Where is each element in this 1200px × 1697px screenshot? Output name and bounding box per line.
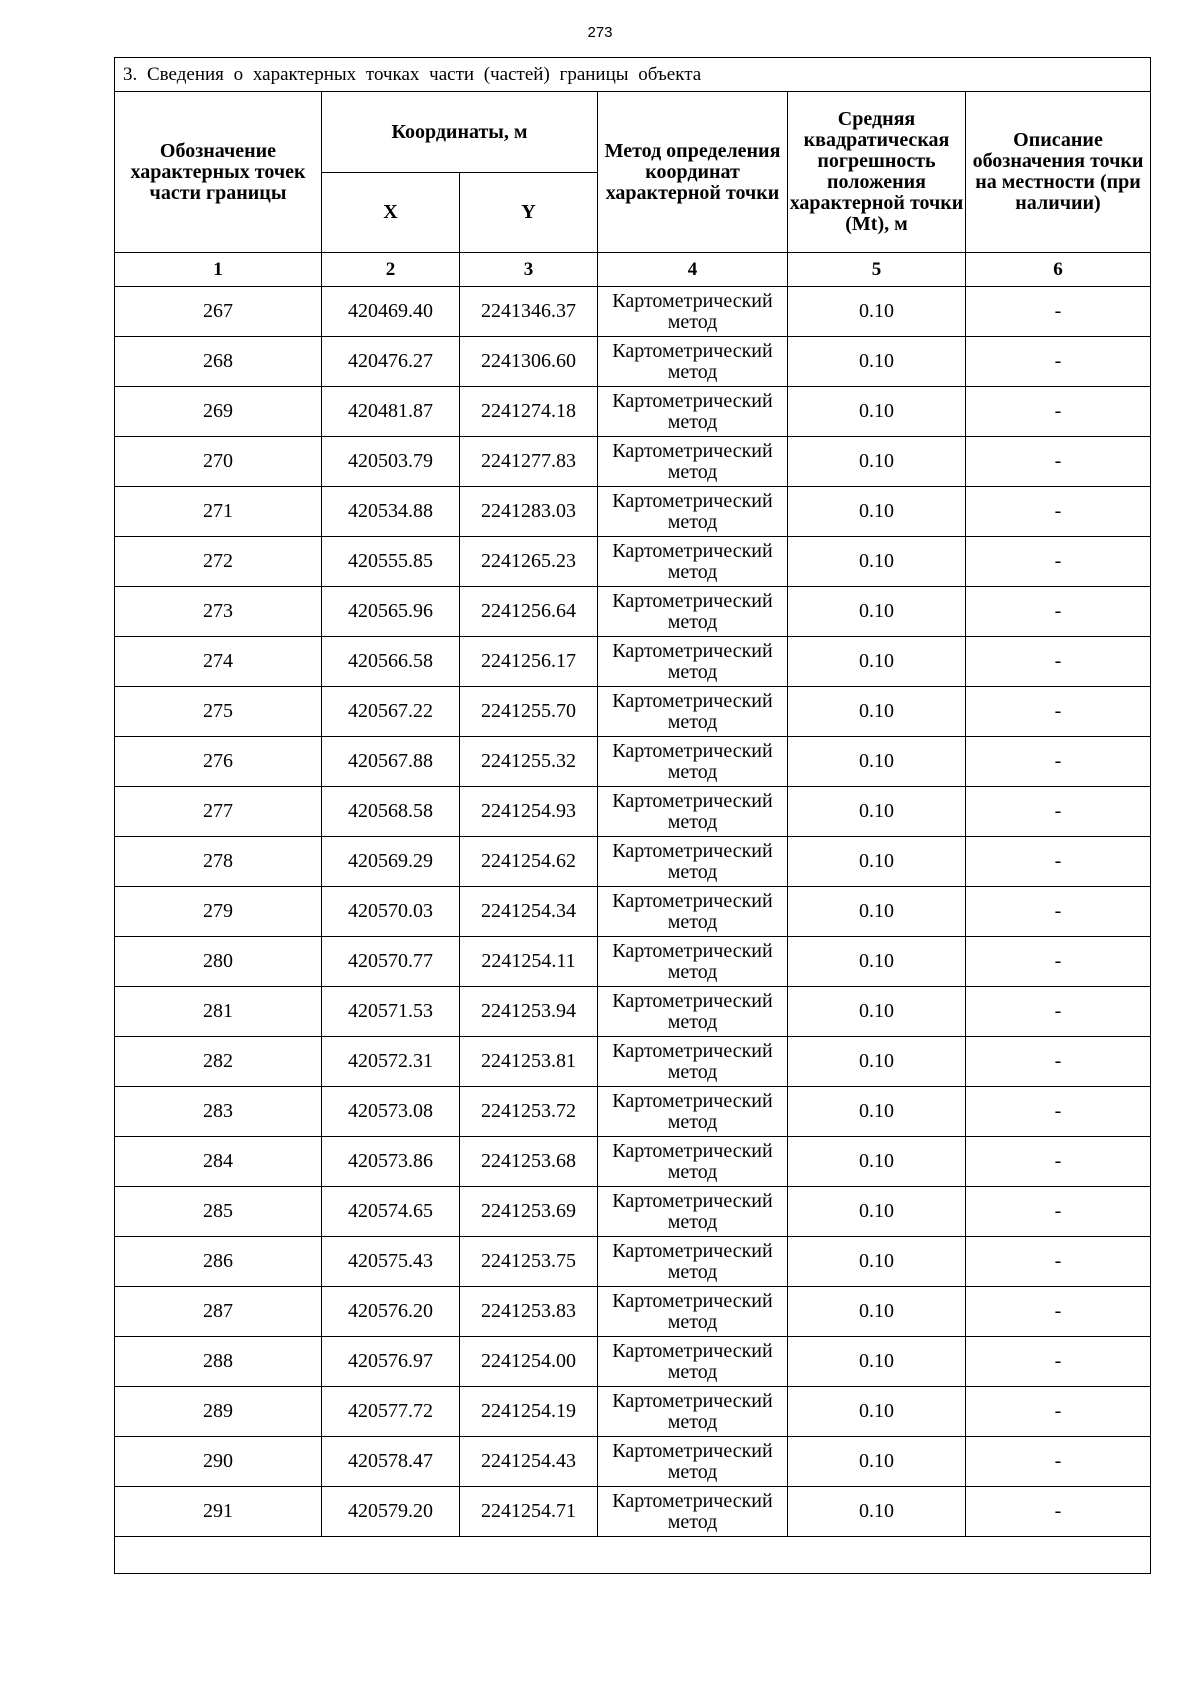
table-row — [115, 1087, 1151, 1137]
description-cell: - — [966, 587, 1151, 637]
description-cell: - — [966, 1087, 1151, 1137]
y-coordinate-cell: 2241256.64 — [460, 587, 598, 637]
description-cell: - — [966, 1237, 1151, 1287]
method-cell: Картометрический метод — [598, 1187, 788, 1237]
y-coordinate-cell: 2241254.19 — [460, 1387, 598, 1437]
method-cell: Картометрический метод — [598, 687, 788, 737]
column-number: 4 — [598, 253, 788, 287]
method-cell: Картометрический метод — [598, 937, 788, 987]
y-coordinate-cell: 2241277.83 — [460, 437, 598, 487]
y-coordinate-cell: 2241255.32 — [460, 737, 598, 787]
point-cell: 286 — [115, 1237, 322, 1287]
point-cell: 275 — [115, 687, 322, 737]
x-coordinate-cell: 420573.86 — [322, 1137, 460, 1187]
column-number: 1 — [115, 253, 322, 287]
header-description: Описание обозначения точки на местности (при наличии) — [966, 92, 1151, 253]
method-cell: Картометрический метод — [598, 837, 788, 887]
section-title: 3. Сведения о характерных точках части (частей) границы объекта — [115, 58, 1151, 92]
description-cell: - — [966, 1387, 1151, 1437]
method-cell: Картометрический метод — [598, 287, 788, 337]
point-cell: 278 — [115, 837, 322, 887]
method-cell: Картометрический метод — [598, 1037, 788, 1087]
header-method: Метод определения координат характерной точки — [598, 92, 788, 253]
y-coordinate-cell: 2241253.81 — [460, 1037, 598, 1087]
y-coordinate-cell: 2241253.94 — [460, 987, 598, 1037]
method-cell: Картометрический метод — [598, 437, 788, 487]
x-coordinate-cell: 420576.97 — [322, 1337, 460, 1387]
x-coordinate-cell: 420503.79 — [322, 437, 460, 487]
x-coordinate-cell: 420569.29 — [322, 837, 460, 887]
column-number: 2 — [322, 253, 460, 287]
x-coordinate-cell: 420570.03 — [322, 887, 460, 937]
table-row — [115, 1287, 1151, 1337]
table-row — [115, 1337, 1151, 1387]
method-cell: Картометрический метод — [598, 987, 788, 1037]
description-cell: - — [966, 887, 1151, 937]
y-coordinate-cell: 2241254.93 — [460, 787, 598, 837]
method-cell: Картометрический метод — [598, 337, 788, 387]
table-row — [115, 737, 1151, 787]
error-cell: 0.10 — [788, 1387, 966, 1437]
method-cell: Картометрический метод — [598, 1237, 788, 1287]
point-cell: 277 — [115, 787, 322, 837]
x-coordinate-cell: 420571.53 — [322, 987, 460, 1037]
point-cell: 285 — [115, 1187, 322, 1237]
table-row — [115, 687, 1151, 737]
table-row — [115, 787, 1151, 837]
x-coordinate-cell: 420567.22 — [322, 687, 460, 737]
error-cell: 0.10 — [788, 887, 966, 937]
table-row — [115, 437, 1151, 487]
header-row-1 — [115, 92, 1151, 173]
point-cell: 272 — [115, 537, 322, 587]
y-coordinate-cell: 2241253.68 — [460, 1137, 598, 1187]
point-cell: 287 — [115, 1287, 322, 1337]
point-cell: 281 — [115, 987, 322, 1037]
point-cell: 283 — [115, 1087, 322, 1137]
y-coordinate-cell: 2241254.71 — [460, 1487, 598, 1537]
description-cell: - — [966, 487, 1151, 537]
empty-row — [115, 1537, 1151, 1574]
header-designation: Обозначение характерных точек части границы — [115, 92, 322, 253]
description-cell: - — [966, 287, 1151, 337]
description-cell: - — [966, 687, 1151, 737]
method-cell: Картометрический метод — [598, 387, 788, 437]
table-row — [115, 837, 1151, 887]
method-cell: Картометрический метод — [598, 737, 788, 787]
method-cell: Картометрический метод — [598, 1437, 788, 1487]
method-cell: Картометрический метод — [598, 637, 788, 687]
y-coordinate-cell: 2241254.43 — [460, 1437, 598, 1487]
y-coordinate-cell: 2241256.17 — [460, 637, 598, 687]
description-cell: - — [966, 1137, 1151, 1187]
x-coordinate-cell: 420555.85 — [322, 537, 460, 587]
point-cell: 276 — [115, 737, 322, 787]
point-cell: 284 — [115, 1137, 322, 1187]
table-row — [115, 1137, 1151, 1187]
x-coordinate-cell: 420577.72 — [322, 1387, 460, 1437]
table-row — [115, 637, 1151, 687]
error-cell: 0.10 — [788, 437, 966, 487]
y-coordinate-cell: 2241253.69 — [460, 1187, 598, 1237]
description-cell: - — [966, 387, 1151, 437]
x-coordinate-cell: 420469.40 — [322, 287, 460, 337]
header-y: Y — [460, 173, 598, 253]
description-cell: - — [966, 537, 1151, 587]
table-row — [115, 387, 1151, 437]
error-cell: 0.10 — [788, 337, 966, 387]
table-row — [115, 1387, 1151, 1437]
error-cell: 0.10 — [788, 1237, 966, 1287]
table-row — [115, 487, 1151, 537]
empty-cell — [115, 1537, 1151, 1574]
error-cell: 0.10 — [788, 587, 966, 637]
method-cell: Картометрический метод — [598, 887, 788, 937]
point-cell: 274 — [115, 637, 322, 687]
y-coordinate-cell: 2241346.37 — [460, 287, 598, 337]
table-row — [115, 987, 1151, 1037]
description-cell: - — [966, 937, 1151, 987]
error-cell: 0.10 — [788, 1487, 966, 1537]
point-cell: 279 — [115, 887, 322, 937]
section-title-row — [115, 58, 1151, 92]
error-cell: 0.10 — [788, 287, 966, 337]
header-x: X — [322, 173, 460, 253]
table-row — [115, 1487, 1151, 1537]
y-coordinate-cell: 2241253.83 — [460, 1287, 598, 1337]
description-cell: - — [966, 1487, 1151, 1537]
description-cell: - — [966, 1287, 1151, 1337]
error-cell: 0.10 — [788, 687, 966, 737]
x-coordinate-cell: 420568.58 — [322, 787, 460, 837]
point-cell: 290 — [115, 1437, 322, 1487]
table-row — [115, 1037, 1151, 1087]
error-cell: 0.10 — [788, 637, 966, 687]
description-cell: - — [966, 987, 1151, 1037]
error-cell: 0.10 — [788, 787, 966, 837]
column-number: 3 — [460, 253, 598, 287]
error-cell: 0.10 — [788, 1087, 966, 1137]
point-cell: 288 — [115, 1337, 322, 1387]
x-coordinate-cell: 420574.65 — [322, 1187, 460, 1237]
y-coordinate-cell: 2241255.70 — [460, 687, 598, 737]
description-cell: - — [966, 787, 1151, 837]
x-coordinate-cell: 420481.87 — [322, 387, 460, 437]
point-cell: 273 — [115, 587, 322, 637]
y-coordinate-cell: 2241254.62 — [460, 837, 598, 887]
method-cell: Картометрический метод — [598, 487, 788, 537]
table-row — [115, 537, 1151, 587]
column-number: 6 — [966, 253, 1151, 287]
x-coordinate-cell: 420578.47 — [322, 1437, 460, 1487]
method-cell: Картометрический метод — [598, 1137, 788, 1187]
y-coordinate-cell: 2241306.60 — [460, 337, 598, 387]
y-coordinate-cell: 2241283.03 — [460, 487, 598, 537]
column-number-row — [115, 253, 1151, 287]
point-cell: 282 — [115, 1037, 322, 1087]
characteristic-points-table — [114, 57, 1151, 1574]
method-cell: Картометрический метод — [598, 1487, 788, 1537]
error-cell: 0.10 — [788, 737, 966, 787]
method-cell: Картометрический метод — [598, 787, 788, 837]
error-cell: 0.10 — [788, 1037, 966, 1087]
point-cell: 268 — [115, 337, 322, 387]
y-coordinate-cell: 2241274.18 — [460, 387, 598, 437]
method-cell: Картометрический метод — [598, 587, 788, 637]
table-row — [115, 587, 1151, 637]
x-coordinate-cell: 420476.27 — [322, 337, 460, 387]
error-cell: 0.10 — [788, 1287, 966, 1337]
table-row — [115, 337, 1151, 387]
error-cell: 0.10 — [788, 1187, 966, 1237]
x-coordinate-cell: 420572.31 — [322, 1037, 460, 1087]
point-cell: 271 — [115, 487, 322, 537]
error-cell: 0.10 — [788, 1137, 966, 1187]
error-cell: 0.10 — [788, 387, 966, 437]
table-row — [115, 287, 1151, 337]
description-cell: - — [966, 1037, 1151, 1087]
error-cell: 0.10 — [788, 487, 966, 537]
x-coordinate-cell: 420576.20 — [322, 1287, 460, 1337]
point-cell: 267 — [115, 287, 322, 337]
description-cell: - — [966, 837, 1151, 887]
error-cell: 0.10 — [788, 937, 966, 987]
method-cell: Картометрический метод — [598, 1287, 788, 1337]
description-cell: - — [966, 1337, 1151, 1387]
description-cell: - — [966, 337, 1151, 387]
table-row — [115, 887, 1151, 937]
x-coordinate-cell: 420565.96 — [322, 587, 460, 637]
description-cell: - — [966, 1437, 1151, 1487]
point-cell: 289 — [115, 1387, 322, 1437]
error-cell: 0.10 — [788, 1337, 966, 1387]
description-cell: - — [966, 737, 1151, 787]
x-coordinate-cell: 420567.88 — [322, 737, 460, 787]
description-cell: - — [966, 437, 1151, 487]
table-row — [115, 1437, 1151, 1487]
point-cell: 291 — [115, 1487, 322, 1537]
x-coordinate-cell: 420534.88 — [322, 487, 460, 537]
table-row — [115, 1237, 1151, 1287]
description-cell: - — [966, 1187, 1151, 1237]
x-coordinate-cell: 420566.58 — [322, 637, 460, 687]
point-cell: 270 — [115, 437, 322, 487]
y-coordinate-cell: 2241254.11 — [460, 937, 598, 987]
x-coordinate-cell: 420575.43 — [322, 1237, 460, 1287]
header-error: Средняя квадратическая погрешность положения характерной точки (Mt), м — [788, 92, 966, 253]
y-coordinate-cell: 2241254.00 — [460, 1337, 598, 1387]
error-cell: 0.10 — [788, 837, 966, 887]
error-cell: 0.10 — [788, 987, 966, 1037]
method-cell: Картометрический метод — [598, 1087, 788, 1137]
point-cell: 280 — [115, 937, 322, 987]
method-cell: Картометрический метод — [598, 1387, 788, 1437]
method-cell: Картометрический метод — [598, 1337, 788, 1387]
y-coordinate-cell: 2241253.75 — [460, 1237, 598, 1287]
x-coordinate-cell: 420579.20 — [322, 1487, 460, 1537]
table-row — [115, 1187, 1151, 1237]
description-cell: - — [966, 637, 1151, 687]
method-cell: Картометрический метод — [598, 537, 788, 587]
y-coordinate-cell: 2241254.34 — [460, 887, 598, 937]
x-coordinate-cell: 420570.77 — [322, 937, 460, 987]
point-cell: 269 — [115, 387, 322, 437]
error-cell: 0.10 — [788, 1437, 966, 1487]
column-number: 5 — [788, 253, 966, 287]
y-coordinate-cell: 2241253.72 — [460, 1087, 598, 1137]
x-coordinate-cell: 420573.08 — [322, 1087, 460, 1137]
y-coordinate-cell: 2241265.23 — [460, 537, 598, 587]
header-coordinates: Координаты, м — [322, 92, 598, 173]
error-cell: 0.10 — [788, 537, 966, 587]
table-row — [115, 937, 1151, 987]
page-number: 273 — [587, 24, 613, 41]
